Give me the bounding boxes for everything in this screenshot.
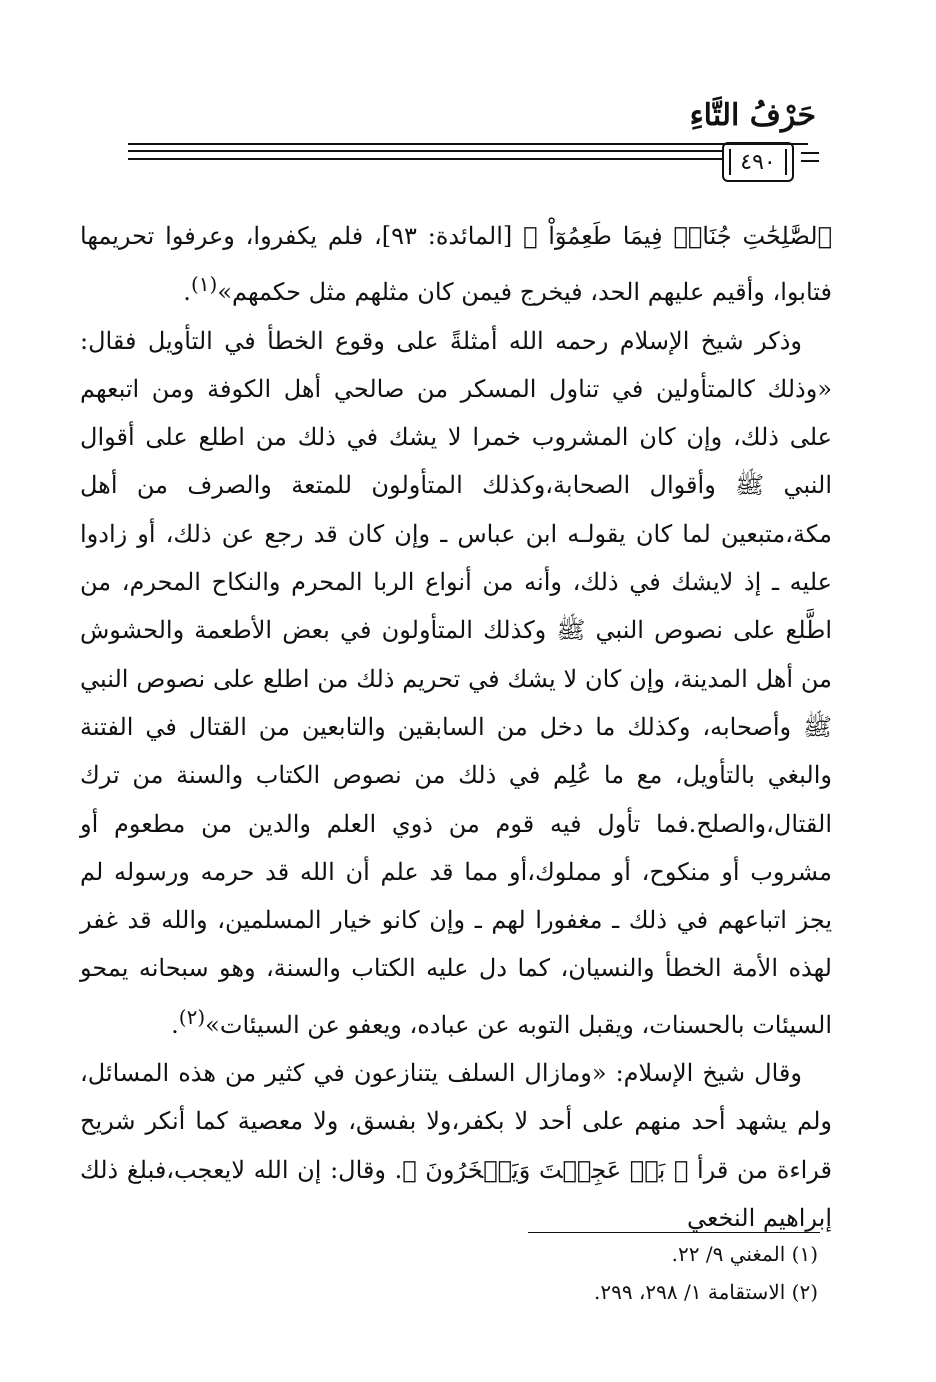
footnote-reference: (٢) bbox=[178, 1004, 206, 1029]
header-rule-top bbox=[128, 143, 808, 145]
chapter-header-title: حَرْفُ التَّاءِ bbox=[689, 98, 816, 133]
header-rule-middle bbox=[128, 150, 722, 152]
quran-verse: ﭐلصَّٰلِحَٰتِ جُنَاحٞ فِيمَا طَعِمُوٓاْ ﴾ bbox=[523, 222, 833, 250]
quran-verse: ﴿ بَلۡ عَجِبۡتَ وَيَسۡخَرُونَ ﴾ bbox=[402, 1155, 689, 1184]
paragraph-2 bbox=[80, 317, 832, 1049]
page-number bbox=[722, 142, 794, 182]
paragraph-text-end: . وقال: إن الله لايعجب،فبلغ ذلك إبراهيم النخعي bbox=[80, 1155, 832, 1232]
page-number-text: ٤٩٠ bbox=[740, 149, 776, 175]
paragraph-text: وذكر شيخ الإسلام رحمه الله أمثلةً على وقوع الخطأ في التأويل فقال: «وذلك كالمتأولين في تناول المسكر من صالحي أهل الكوفة ومن اتبعهم على ذلك، وإن كان المشروب خمرا لا يشك في ذلك من اطلع على أقوال النبي ﷺ وأقوال الصحابة،وكذلك المتأولون للمتعة والصرف من أهل مكة،متبعين لما كان يقولـه ابن عباس ـ وإن كان قد رجع عن ذلك، أو زادوا عليه ـ إذ لايشك في ذلك، وأنه من أنواع الربا المحرم والنكاح المحرم، من اطَّلع على نصوص النبي ﷺ وكذلك المتأولون في بعض الأطعمة والحشوش من أهل المدينة، وإن كان لا يشك في تحريم ذلك من اطلع على نصوص النبي ﷺ وأصحابه، وكذلك ما دخل من السابقين والتابعين من القتال في الفتنة والبغي بالتأويل، مع ما عُلِم في ذلك من نصوص الكتاب والسنة من ترك القتال،والصلح.فما تأول فيه قوم من ذوي العلم والدين من مطعوم أو مشروب أو منكوح، أو مملوك،أو مما قد علم أن الله قد حرمه ورسوله لم يجز اتباعهم في ذلك ـ مغفورا لهم ـ وإن كانو خيار المسلمين، والله قد غفر لهذه الأمة الخطأ والنسيان، كما دل عليه الكتاب والسنة، وهو سبحانه يمحو السيئات بالحسنات، ويقبل التوبه عن عباده، ويعفو عن السيئات» bbox=[80, 326, 833, 1039]
paragraph-text: وقال شيخ الإسلام: «ومازال السلف يتنازعون في كثير من هذه المسائل، ولم يشهد أحد منهم على أحد لا بكفر،ولا بفسق، ولا معصية كما أنكر شريح قراءة من قرأ bbox=[80, 1059, 833, 1184]
body-text bbox=[80, 212, 832, 1242]
footnote-divider bbox=[528, 1232, 820, 1233]
paragraph-end: . bbox=[171, 1010, 179, 1039]
footnote-2: (٢) الاستقامة ١/ ٢٩٨، ٢٩٩. bbox=[594, 1280, 818, 1304]
paragraph-3 bbox=[80, 1049, 832, 1242]
page-number-ornament bbox=[801, 152, 819, 162]
paragraph-end: . bbox=[183, 278, 191, 307]
paragraph-text: [المائدة: ٩٣]، فلم يكفروا، وعرفوا تحريمها فتابوا، وأقيم عليهم الحد، فيخرج فيمن كان مثلهم مثل حكمهم» bbox=[80, 222, 832, 307]
footnote-reference: (١) bbox=[190, 272, 218, 297]
footnote-1: (١) المغني ٩/ ٢٢. bbox=[671, 1242, 818, 1266]
header-rule-bottom bbox=[128, 158, 722, 160]
paragraph-1 bbox=[80, 212, 832, 317]
